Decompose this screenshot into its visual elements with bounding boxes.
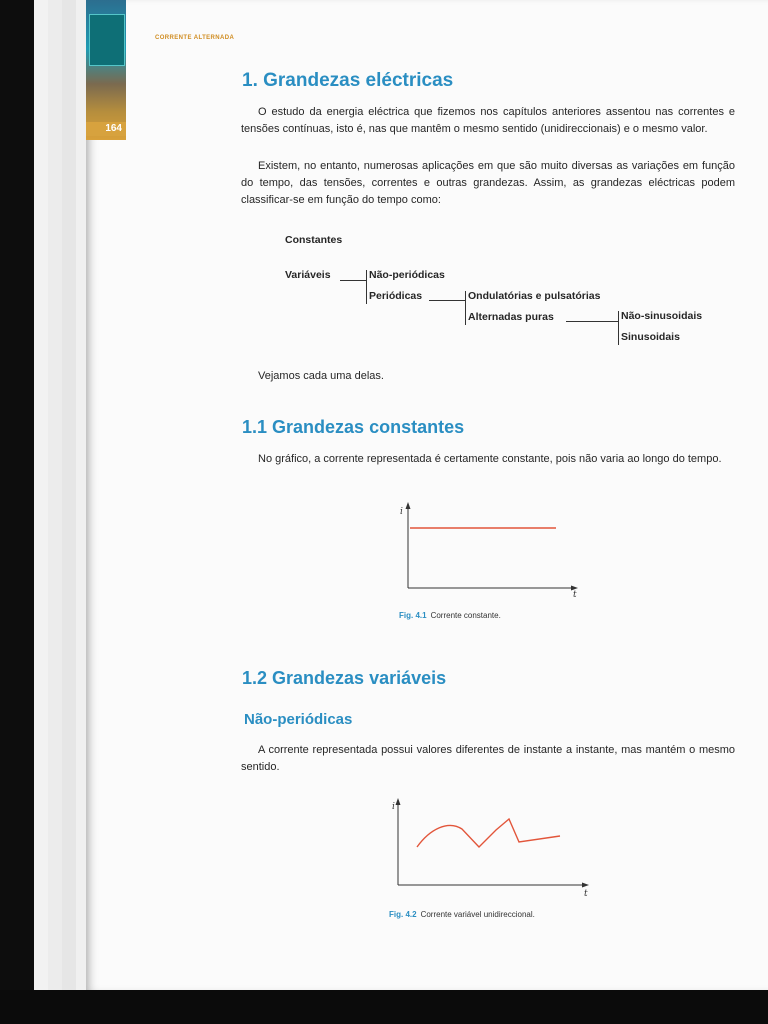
running-head: CORRENTE ALTERNADA	[155, 35, 235, 41]
tree-connector	[429, 300, 465, 301]
x-axis-label: t	[584, 889, 588, 899]
paragraph: O estudo da energia eléctrica que fizemos nos capítulos anteriores assentou nas correntes e tensões contínuas, isto é, nas que mantêm o mesmo sentido (unidireccionais) e o mesmo valor.	[241, 106, 735, 135]
subsection-title: Não-periódicas	[244, 711, 353, 728]
paragraph: A corrente representada possui valores diferentes de instante a instante, mas mantém o mesmo sentido.	[241, 744, 735, 773]
tree-connector	[366, 270, 367, 304]
section-title: 1.2 Grandezas variáveis	[242, 668, 447, 688]
figure-caption	[389, 910, 535, 919]
figure-number: Fig. 4.2	[389, 910, 417, 919]
y-axis-arrow	[406, 502, 411, 509]
tree-node: Ondulatórias e pulsatórias	[468, 290, 601, 302]
y-axis-arrow	[396, 798, 401, 805]
y-axis-label: i	[400, 507, 403, 517]
variable-current-curve	[417, 819, 560, 847]
scan-background	[0, 990, 768, 1024]
figure-caption-text: Corrente variável unidireccional.	[420, 910, 535, 919]
tree-connector	[340, 280, 366, 281]
tree-node: Não-periódicas	[369, 269, 445, 281]
paragraph: Existem, no entanto, numerosas aplicações em que são muito diversas as variações em função do tempo, das tensões, correntes e outras grandezas. Assim, as grandezas eléctricas podem classificar-se em função do tempo como:	[241, 160, 735, 206]
variable-current-graph	[388, 796, 593, 892]
page-number: 164	[86, 122, 126, 136]
figure-caption-text: Corrente constante.	[430, 611, 501, 620]
section-title: 1. Grandezas eléctricas	[242, 70, 454, 91]
tree-node: Não-sinusoidais	[621, 310, 703, 322]
tree-connector	[618, 311, 619, 345]
figure-number: Fig. 4.1	[399, 611, 427, 620]
tree-node: Variáveis	[285, 269, 331, 281]
tree-node: Sinusoidais	[621, 331, 680, 343]
tree-node: Constantes	[285, 234, 343, 246]
page-edge	[48, 0, 63, 990]
tree-connector	[566, 321, 618, 322]
x-axis-arrow	[582, 883, 589, 888]
paragraph: Vejamos cada uma delas.	[258, 370, 384, 382]
page-edge	[34, 0, 49, 990]
section-title: 1.1 Grandezas constantes	[242, 417, 465, 437]
y-axis-label: i	[392, 802, 395, 812]
x-axis-label: t	[573, 590, 577, 600]
tree-node: Periódicas	[369, 290, 423, 302]
tree-connector	[465, 291, 466, 325]
oscilloscope-image	[89, 14, 125, 66]
page-stack-edges	[34, 0, 94, 990]
constant-current-graph	[398, 500, 583, 596]
chapter-thumbnail-image	[86, 0, 126, 140]
page-edge	[62, 0, 77, 990]
figure-caption	[399, 611, 501, 620]
paragraph: No gráfico, a corrente representada é certamente constante, pois não varia ao longo do tempo.	[258, 453, 722, 465]
tree-node: Alternadas puras	[468, 311, 554, 323]
